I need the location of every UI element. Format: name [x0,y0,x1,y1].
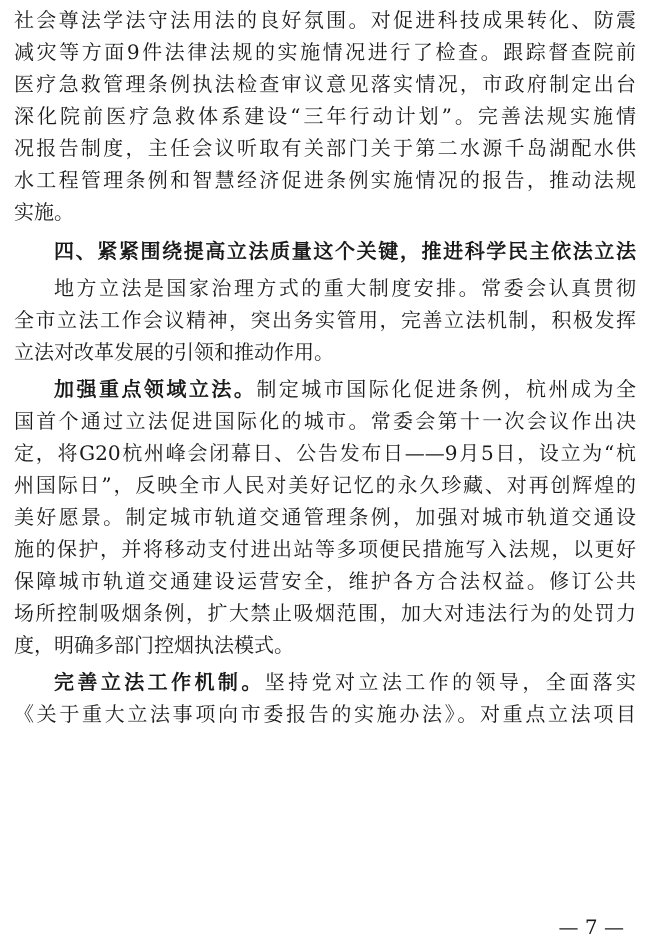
paragraph-lead: 完善立法工作机制。 [54,670,265,694]
text-line: 定，将G20杭州峰会闭幕日、公告发布日——9月5日，设立为“杭 [14,441,636,465]
text-span: 坚持党对立法工作的领导，全面落实 [264,670,636,694]
text-line: 减灾等方面9件法律法规的实施情况进行了检查。跟踪督查院前 [14,40,636,64]
text-line: 保障城市轨道交通建设运营安全，维护各方合法权益。修订公共 [14,569,636,593]
text-line: 美好愿景。制定城市轨道交通管理条例，加强对城市轨道交通设 [14,505,636,529]
text-line: 《关于重大立法事项向市委报告的实施办法》。对重点立法项目 [14,702,636,726]
text-line: 水工程管理条例和智慧经济促进条例实施情况的报告，推动法规 [14,168,636,192]
text-line [14,373,636,405]
text-line: 社会尊法学法守法用法的良好氛围。对促进科技成果转化、防震 [14,8,636,32]
text-line: 度，明确多部门控烟执法模式。 [14,633,294,657]
paragraph-lead: 加强重点领域立法。 [54,377,257,401]
text-span: 制定城市国际化促进条例，杭州成为全 [256,377,637,401]
text-line: 全市立法工作会议精神，突出务实管用，完善立法机制，积极发挥 [14,308,636,332]
text-line: 况报告制度，主任会议听取有关部门关于第二水源千岛湖配水供 [14,136,636,160]
paragraph-local-legislation [14,272,636,368]
text-line: 州国际日”，反映全市人民对美好记忆的永久珍藏、对再创辉煌的 [14,473,636,497]
paragraph-key-areas [14,373,636,661]
text-line [14,666,636,698]
page-number: — 7 — [558,915,624,939]
text-line: 国首个通过立法促进国际化的城市。常委会第十一次会议作出决 [14,409,636,433]
text-line: 场所控制吸烟条例，扩大禁止吸烟范围，加大对违法行为的处罚力 [14,601,636,625]
text-line: 医疗急救管理条例执法检查审议意见落实情况，市政府制定出台 [14,72,636,96]
paragraph-implementation-review [14,4,636,228]
text-line: 实施。 [14,200,74,224]
section-heading: 四、紧紧围绕提高立法质量这个关键，推进科学民主依法立法 [54,239,636,263]
text-line: 施的保护，并将移动支付进出站等多项便民措施写入法规，以更好 [14,537,636,561]
text-line: 地方立法是国家治理方式的重大制度安排。常委会认真贯彻 [54,276,636,300]
text-line: 深化院前医疗急救体系建设“三年行动计划”。完善法规实施情 [14,104,636,128]
paragraph-legislative-mechanism [14,666,636,730]
document-page [14,4,636,730]
text-line: 立法对改革发展的引领和推动作用。 [14,340,334,364]
